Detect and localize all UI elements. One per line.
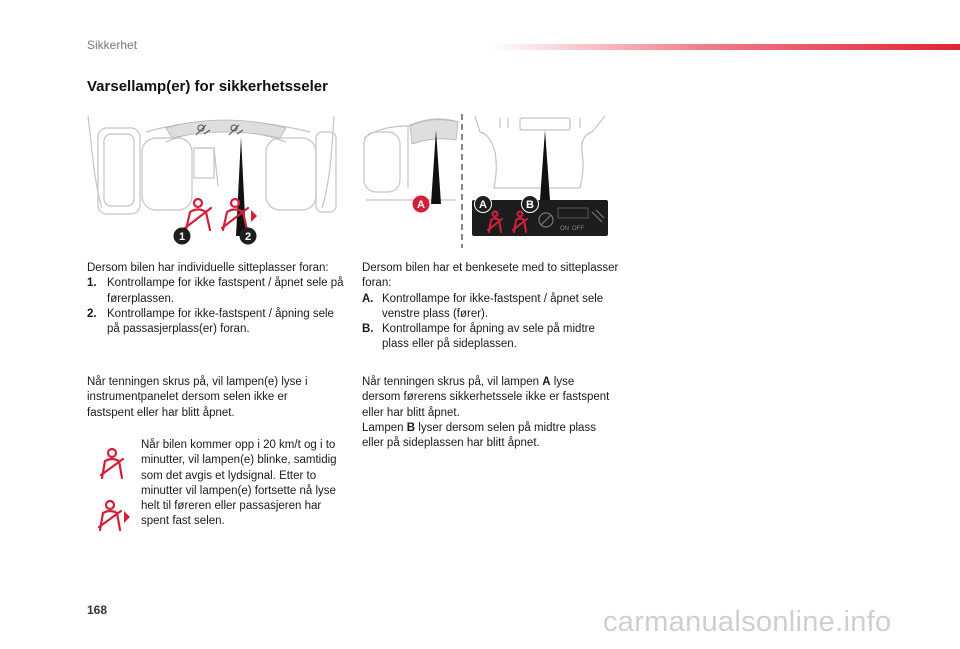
badge-b: B (526, 199, 534, 211)
list-item (362, 292, 624, 323)
header-accent-bar (490, 44, 960, 50)
list-text: Kontrollampe for ikke-fastspent / åpning sele på passasjerplass(er) foran. (107, 307, 334, 336)
seatbelt-warning-icon (100, 448, 124, 485)
badge-a: A (417, 199, 425, 211)
list-marker: 1. (87, 277, 97, 290)
right-ignition-paragraph (362, 375, 612, 421)
list-item (87, 307, 349, 338)
page-number: 168 (87, 603, 108, 617)
lamp-b-ref: B (406, 421, 416, 434)
text-run: lyse dersom førerens sikkerhetssele ikke er fastspent eller har blitt åpnet. (362, 376, 610, 419)
list-item (87, 276, 349, 307)
panel-off-label: OFF (572, 226, 584, 232)
left-ignition-paragraph: Når tenningen skrus på, vil lampen(e) lyse i instrumentpanelet dersom selen ikke er fastspent eller har blitt åpnet. (87, 376, 308, 419)
list-marker: 2. (87, 307, 97, 320)
right-intro-block (362, 261, 624, 353)
bench-seat-panel-illustration (360, 108, 622, 250)
list-text: Kontrollampe for ikke-fastspent / åpnet sele venstre plass (fører). (382, 292, 604, 320)
text-run: Når tenningen skrus på, vil lampen (362, 376, 543, 388)
panel-on-label: ON (560, 226, 569, 232)
list-item (362, 322, 624, 353)
text-run: Lampen (362, 421, 407, 434)
badge-b-left: A (479, 199, 487, 211)
right-ignition-block (362, 375, 612, 451)
right-intro: Dersom bilen har et benkesete med to sitteplasser foran: (362, 262, 619, 290)
left-intro-block (87, 261, 349, 337)
list-marker: A. (362, 292, 374, 305)
text-run: lyser dersom selen på midtre plass eller på sideplassen har blitt åpnet. (362, 421, 596, 450)
right-lamp-b-paragraph (362, 421, 612, 452)
list-text: Kontrollampe for ikke fastspent / åpnet sele på førerplassen. (107, 277, 344, 305)
badge-1: 1 (178, 231, 186, 243)
header-title: Sikkerhet (87, 38, 138, 52)
list-text: Kontrollampe for åpning av sele på midtre plass eller på sideplassen. (382, 323, 595, 351)
section-heading: Varsellamp(er) for sikkerhetsseler (87, 78, 328, 95)
left-speed-paragraph: Når bilen kommer opp i 20 km/t og i to minutter, vil lampen(e) blinke, samtidig som det avgis et lydsignal. Etter to minutter vil lampen(e) fortsette nå lyse helt til føreren eller passasjeren har spent fast selen. (141, 439, 337, 528)
lamp-a-ref: A (542, 376, 551, 388)
watermark: carmanualsonline.info (603, 606, 892, 638)
left-intro: Dersom bilen har individuelle sitteplasser foran: (87, 262, 329, 274)
badge-2: 2 (244, 231, 252, 243)
instrument-cluster-illustration (86, 108, 348, 248)
passenger-seatbelt-warning-icon (97, 500, 133, 537)
list-marker: B. (362, 323, 374, 336)
